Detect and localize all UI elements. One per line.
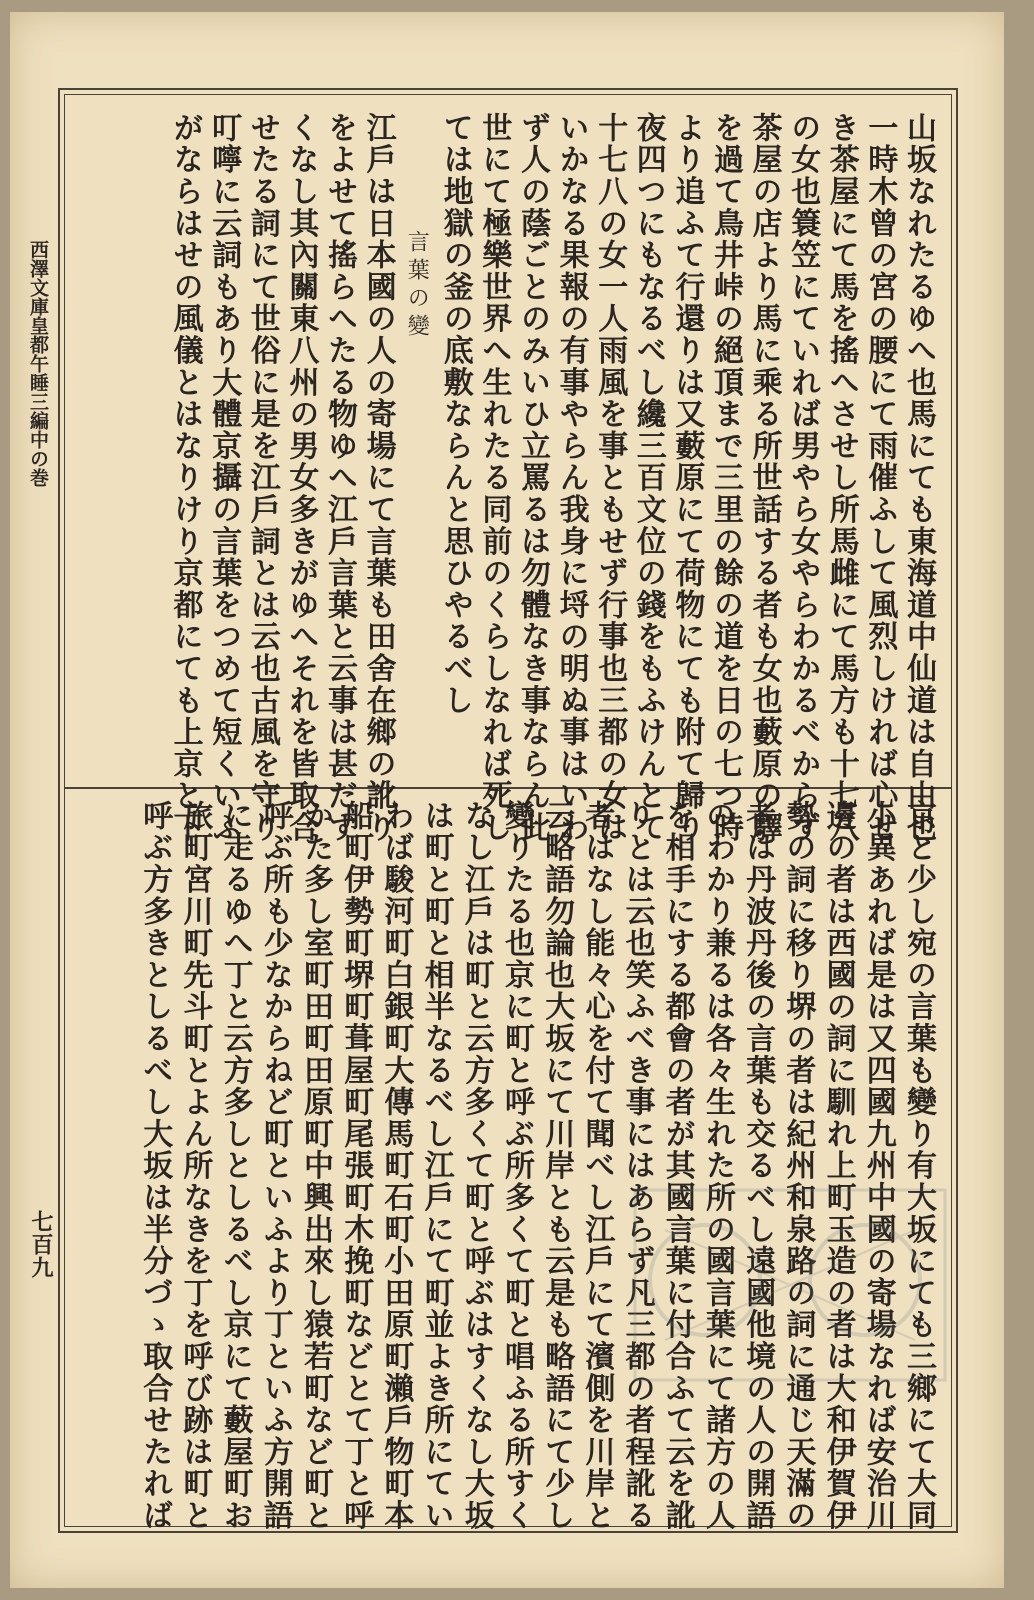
- text-column: 十七八の女一人雨風を事ともせず行事也三都の女は: [592, 112, 628, 844]
- text-column: 呼ぶ方多きとしるべし大坂は半分づゝ取合せたれば: [137, 800, 173, 1532]
- text-column: 變りたる也京に町と呼ぶ所多くて町と唱ふる所すく: [499, 800, 534, 1532]
- text-column: 小異あれば是は又四國九州中國の寄場なれば安治川: [860, 800, 896, 1532]
- text-column: は町と町と相半なるべし江戶にて町並よき所にてい: [418, 800, 454, 1532]
- text-column: わば駿河町白銀町大傳馬町石町小田原町瀨戶物町本: [378, 800, 414, 1532]
- text-column: なし江戶は町と云方多くて町と呼ぶはすくなし大坂: [458, 800, 494, 1532]
- text-column: に走るゆへ丁と云方多しとしるべし京にて藪屋町お: [217, 800, 253, 1532]
- text-column: せたる詞にて世俗に是を江戶詞とは云也古風を守り: [244, 112, 280, 844]
- section-heading: 言葉の變: [404, 230, 430, 342]
- text-column: がならはせの風儀とはなりけり京都にても上京と下: [167, 112, 203, 844]
- text-column: 京と少し宛の言葉も變り有大坂にても三鄉にて大同: [901, 800, 936, 1532]
- text-column: 山坂なれたるゆへ也馬にても東海道中仙道は自由也: [901, 112, 936, 844]
- text-column: 叮嚀に云詞もあり大體京攝の言葉をつめて短くいふ: [206, 112, 242, 844]
- text-column: 者は丹波丹後の言葉も交るべし遠國他境の人の開語: [740, 800, 776, 1532]
- text-column: 世にて極樂世界へ生れたる同前のくらしなれば死し: [476, 112, 512, 844]
- running-title: 西澤文庫皇都午睡三編中の巻: [27, 240, 49, 487]
- page-number: 七百九: [28, 1210, 54, 1279]
- text-column: ず人の蔭ごとのみいひ立罵るは勿體なき事ならん此: [515, 112, 550, 844]
- text-column: いかなる果報の有事やらん我身に埒の明ぬ事はいわ: [553, 112, 589, 844]
- text-column: の女也簑笠にていれば男やら女やらわかるべからず: [785, 112, 821, 844]
- text-column: より追ふて行還りは又藪原にて荷物にても附て歸り: [669, 112, 705, 844]
- text-column: 一時木曾の宮の腰にて雨催ふして風烈しければ心せ: [862, 112, 898, 844]
- text-column: 者はなし能々心を付て聞べし江戶にて濱側を川岸と: [579, 800, 615, 1532]
- text-column: き茶屋にて馬を搖へさせし所馬雌にて馬方も十七八: [823, 112, 859, 844]
- text-column: 夜四つにもなるべし纔三百文位の錢をもふけんとて: [630, 112, 666, 844]
- library-watermark-stamp: [625, 1170, 955, 1410]
- text-column: のわかり兼るは各々生れた所の國言葉にて諸方の人: [700, 800, 735, 1532]
- text-column: くなし其內關東八州の男女多きがゆへそれを皆取合: [283, 112, 319, 844]
- text-column: をよせて搖らへたる物ゆへ江戶言葉と云事は甚だす: [322, 112, 357, 844]
- text-column: 江戶は日本國の人の寄場にて言葉も田舍在鄉の訛り: [360, 112, 396, 844]
- text-column: かた多し室町田町田原町中興出來し猿若町など町と: [298, 800, 333, 1532]
- text-column: 呼ぶ所も少なからねど町といふより丁といふ方開語: [257, 800, 293, 1532]
- text-column: を相手にする都會の者が其國言葉に付合ふて云を訛: [659, 800, 695, 1532]
- text-column: 云略語勿論也大坂にて川岸とも云是も略語にて少し: [539, 800, 575, 1532]
- text-column: りとは云也笑ふべき事にはあらず凡三都の者程訛る: [619, 800, 655, 1532]
- text-column: 邊の者は西國の詞に馴れ上町玉造の者は大和伊賀伊: [820, 800, 856, 1532]
- text-column: 旅町宮川町先斗町とよん所なきを丁を呼び跡は町と: [177, 800, 213, 1532]
- text-column: 船町伊勢町堺町葺屋町尾張町木挽町などとて丁と呼: [338, 800, 374, 1532]
- text-column: を過て鳥井峠の絕頂まで三里の餘の道を日の七つ時: [708, 112, 743, 844]
- text-column: ては地獄の釜の底敷ならんと思ひやるべし: [437, 112, 473, 717]
- text-column: 勢の詞に移り堺の者は紀州和泉路の詞に通じ天滿の: [780, 800, 816, 1532]
- text-column: 茶屋の店より馬に乘る所世話する者も女也藪原の驛: [746, 112, 782, 844]
